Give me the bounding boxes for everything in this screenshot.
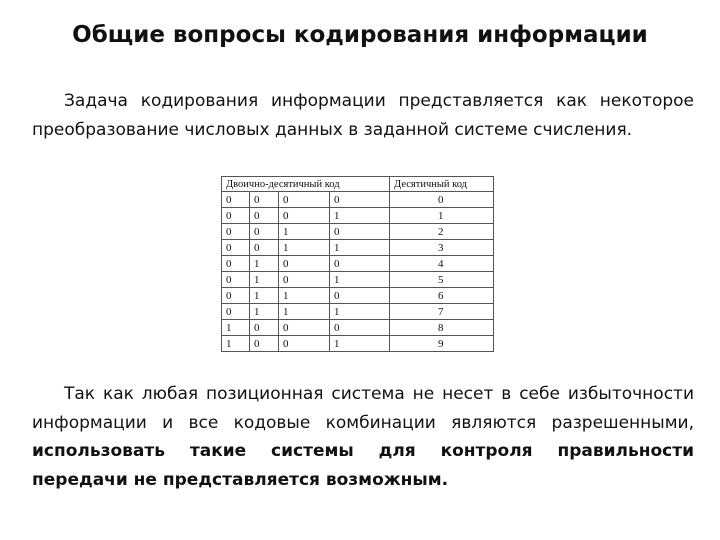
bit-cell: 1 bbox=[330, 240, 390, 256]
decimal-cell: 1 bbox=[390, 208, 494, 224]
bit-cell: 0 bbox=[330, 288, 390, 304]
table-row bbox=[222, 208, 494, 224]
paragraph-conclusion-normal: Так как любая позиционная система не несет в себе избыточности информации и все кодовые комбинации являются разрешенными, bbox=[32, 384, 694, 433]
bit-cell: 1 bbox=[330, 336, 390, 352]
bit-cell: 1 bbox=[222, 320, 250, 336]
bit-cell: 1 bbox=[330, 304, 390, 320]
bit-cell: 0 bbox=[222, 240, 250, 256]
paragraph-intro bbox=[32, 87, 694, 144]
bit-cell: 1 bbox=[279, 240, 330, 256]
bit-cell: 1 bbox=[279, 288, 330, 304]
decimal-cell: 2 bbox=[390, 224, 494, 240]
decimal-cell: 9 bbox=[390, 336, 494, 352]
bit-cell: 0 bbox=[330, 320, 390, 336]
decimal-cell: 7 bbox=[390, 304, 494, 320]
bit-cell: 1 bbox=[279, 224, 330, 240]
decimal-cell: 5 bbox=[390, 272, 494, 288]
decimal-cell: 8 bbox=[390, 320, 494, 336]
bit-cell: 0 bbox=[279, 336, 330, 352]
bit-cell: 0 bbox=[250, 240, 279, 256]
table-row bbox=[222, 192, 494, 208]
bit-cell: 0 bbox=[330, 224, 390, 240]
bit-cell: 0 bbox=[222, 304, 250, 320]
table-row bbox=[222, 320, 494, 336]
paragraph-conclusion-bold: использовать такие системы для контроля правильности передачи не представляется возможным. bbox=[32, 441, 694, 490]
bit-cell: 0 bbox=[279, 256, 330, 272]
table-body bbox=[222, 192, 494, 352]
decimal-cell: 4 bbox=[390, 256, 494, 272]
bit-cell: 0 bbox=[250, 336, 279, 352]
table-row bbox=[222, 336, 494, 352]
bit-cell: 0 bbox=[250, 192, 279, 208]
decimal-cell: 3 bbox=[390, 240, 494, 256]
bit-cell: 0 bbox=[222, 192, 250, 208]
table-row bbox=[222, 224, 494, 240]
table-row bbox=[222, 272, 494, 288]
bit-cell: 0 bbox=[279, 192, 330, 208]
slide-title: Общие вопросы кодирования информации bbox=[72, 22, 648, 48]
table-row bbox=[222, 240, 494, 256]
bit-cell: 1 bbox=[250, 304, 279, 320]
bit-cell: 1 bbox=[250, 288, 279, 304]
header-decimal-code: Десятичный код bbox=[390, 177, 494, 192]
bit-cell: 0 bbox=[279, 208, 330, 224]
bit-cell: 0 bbox=[222, 224, 250, 240]
bit-cell: 0 bbox=[250, 224, 279, 240]
decimal-cell: 6 bbox=[390, 288, 494, 304]
bit-cell: 0 bbox=[222, 256, 250, 272]
bit-cell: 0 bbox=[330, 256, 390, 272]
bit-cell: 0 bbox=[279, 272, 330, 288]
bcd-code-table bbox=[221, 176, 494, 352]
bit-cell: 0 bbox=[250, 320, 279, 336]
bit-cell: 1 bbox=[250, 256, 279, 272]
bit-cell: 0 bbox=[222, 208, 250, 224]
bit-cell: 1 bbox=[279, 304, 330, 320]
bit-cell: 0 bbox=[250, 208, 279, 224]
bit-cell: 0 bbox=[222, 288, 250, 304]
bit-cell: 1 bbox=[222, 336, 250, 352]
bit-cell: 1 bbox=[330, 208, 390, 224]
header-bcd-code: Двоично-десятичный код bbox=[222, 177, 390, 192]
paragraph-conclusion bbox=[32, 380, 694, 494]
bit-cell: 1 bbox=[250, 272, 279, 288]
decimal-cell: 0 bbox=[390, 192, 494, 208]
paragraph-intro-text: Задача кодирования информации представляется как некоторое преобразование числовых данных в заданной системе счисления. bbox=[32, 91, 694, 140]
bit-cell: 0 bbox=[279, 320, 330, 336]
bit-cell: 1 bbox=[330, 272, 390, 288]
table-row bbox=[222, 304, 494, 320]
table-row bbox=[222, 256, 494, 272]
table-row bbox=[222, 288, 494, 304]
bit-cell: 0 bbox=[222, 272, 250, 288]
table-header-row bbox=[222, 177, 494, 192]
bit-cell: 0 bbox=[330, 192, 390, 208]
